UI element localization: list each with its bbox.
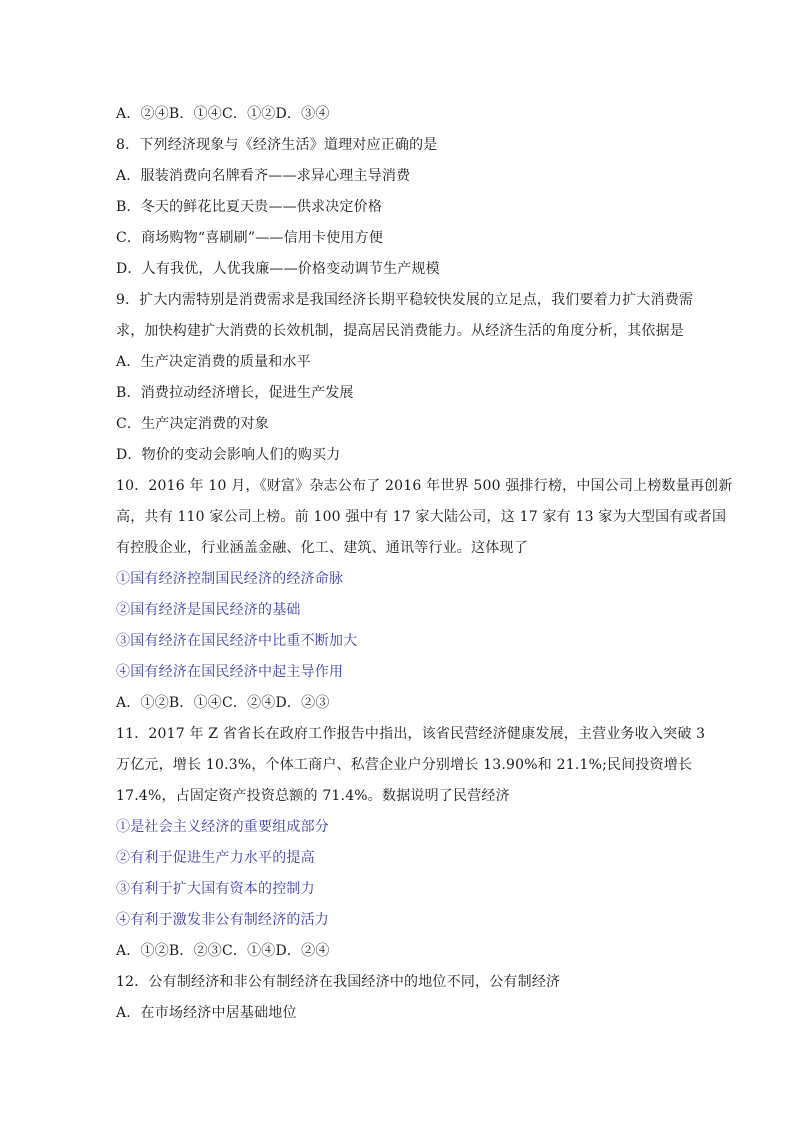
line-q9-option-c: C．生产决定消费的对象 (116, 416, 269, 432)
line-q11-statement-4: ④有利于激发非公有制经济的活力 (116, 912, 329, 928)
line-q10-statement-2: ②国有经济是国民经济的基础 (116, 602, 301, 618)
line-q12-stem: 12．公有制经济和非公有制经济在我国经济中的地位不同，公有制经济 (116, 974, 561, 990)
line-q8-option-c: C．商场购物“喜刷刷”——信用卡使用方便 (116, 230, 384, 246)
line-q8-option-a: A．服装消费向名牌看齐——求异心理主导消费 (116, 168, 411, 184)
line-q11-answers: A．①②B．②③C．①④D．②④ (116, 943, 330, 959)
line-q7-answers: A．②④B．①④C．①②D．③④ (116, 106, 330, 122)
line-q10-answers: A．①②B．①④C．②④D．②③ (116, 695, 330, 711)
line-q9-option-a: A．生产决定消费的质量和水平 (116, 354, 311, 370)
line-q10-stem-2: 高，共有 110 家公司上榜。前 100 强中有 17 家大陆公司，这 17 家有 13 家为大型国有或者国 (116, 509, 727, 525)
line-q12-option-a: A．在市场经济中居基础地位 (116, 1005, 297, 1021)
line-q9-option-d: D．物价的变动会影响人们的购买力 (116, 447, 341, 463)
line-q10-statement-1: ①国有经济控制国民经济的经济命脉 (116, 571, 344, 587)
line-q9-stem-1: 9．扩大内需特别是消费需求是我国经济长期平稳较快发展的立足点，我们要着力扩大消费需 (116, 292, 694, 308)
line-q11-stem-2: 万亿元，增长 10.3%，个体工商户、私营企业户分别增长 13.90%和 21.1%;民间投资增长 (116, 757, 693, 773)
line-q8-option-b: B．冬天的鲜花比夏天贵——供求决定价格 (116, 199, 383, 215)
line-q11-statement-1: ①是社会主义经济的重要组成部分 (116, 819, 329, 835)
line-q9-stem-2: 求，加快构建扩大消费的长效机制，提高居民消费能力。从经济生活的角度分析，其依据是 (116, 323, 684, 339)
line-q11-stem-1: 11．2017 年 Z 省省长在政府工作报告中指出，该省民营经济健康发展，主营业务收入突破 3 (116, 726, 706, 742)
line-q10-stem-1: 10．2016 年 10 月，《财富》杂志公布了 2016 年世界 500 强排行榜，中国公司上榜数量再创新 (116, 478, 733, 494)
line-q11-statement-3: ③有利于扩大国有资本的控制力 (116, 881, 315, 897)
line-q8-option-d: D．人有我优，人优我廉——价格变动调节生产规模 (116, 261, 440, 277)
line-q11-statement-2: ②有利于促进生产力水平的提高 (116, 850, 315, 866)
line-q10-statement-4: ④国有经济在国民经济中起主导作用 (116, 664, 344, 680)
line-q8-stem: 8．下列经济现象与《经济生活》道理对应正确的是 (116, 137, 438, 153)
line-q11-stem-3: 17.4%，占固定资产投资总额的 71.4%。数据说明了民营经济 (116, 788, 510, 804)
line-q10-statement-3: ③国有经济在国民经济中比重不断加大 (116, 633, 358, 649)
line-q10-stem-3: 有控股企业，行业涵盖金融、化工、建筑、通讯等行业。这体现了 (116, 540, 528, 556)
line-q9-option-b: B．消费拉动经济增长，促进生产发展 (116, 385, 354, 401)
